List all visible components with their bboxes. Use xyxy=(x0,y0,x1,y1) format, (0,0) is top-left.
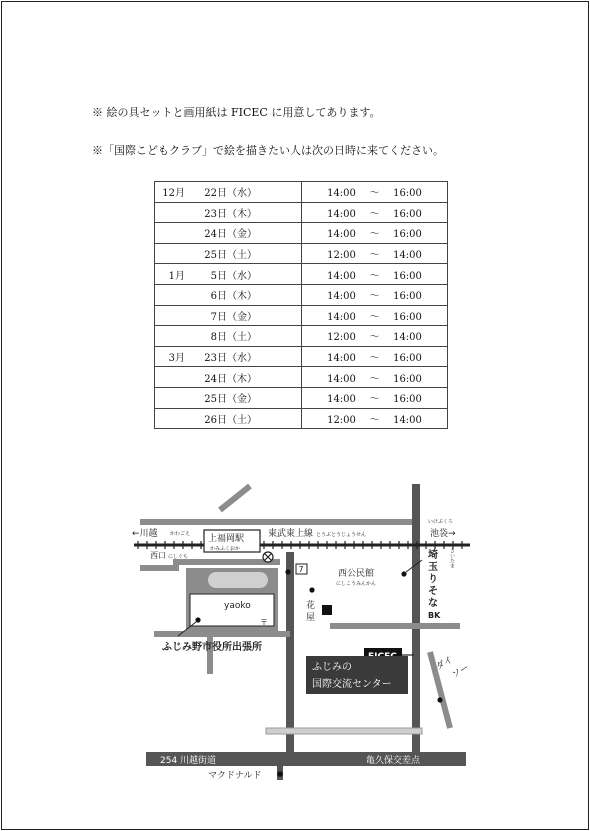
schedule-sep: 〜 xyxy=(369,332,380,344)
west-exit-label: 西口 xyxy=(150,551,166,560)
road-diagonal-north xyxy=(220,486,250,510)
schedule-sep: 〜 xyxy=(369,270,380,282)
schedule-row xyxy=(155,264,448,285)
schedule-date xyxy=(155,387,302,408)
schedule-sep: 〜 xyxy=(369,291,380,303)
svg-text:そ: そ xyxy=(428,586,438,597)
schedule-date xyxy=(155,264,302,285)
west-exit-ruby: にしぐち xyxy=(168,554,189,560)
schedule-date xyxy=(155,223,302,244)
schedule-start: 14:00 xyxy=(327,188,356,200)
svg-text:ソー: ソー xyxy=(450,662,472,681)
schedule-weekday: （木） xyxy=(227,291,257,303)
schedule-weekday: （木） xyxy=(227,208,257,220)
schedule-date xyxy=(155,202,302,223)
tobu-line-ruby: とうぶとうじょうせん xyxy=(316,532,367,538)
schedule-end: 16:00 xyxy=(393,229,422,241)
schedule-row xyxy=(155,284,448,305)
schedule-weekday: （金） xyxy=(227,229,257,241)
schedule-date xyxy=(155,346,302,367)
hanaya-char-1: 花 xyxy=(306,601,316,611)
schedule-month: 12月 xyxy=(162,188,185,200)
schedule-start: 14:00 xyxy=(327,229,356,241)
svg-text:BK: BK xyxy=(428,611,441,620)
schedule-time xyxy=(302,408,448,429)
note-supplies: ※ 絵の具セットと画用紙は FICEC に用意してあります。 xyxy=(92,106,381,119)
nishi-kominkan-label: 西公民館 xyxy=(338,569,375,579)
schedule-sep: 〜 xyxy=(369,311,380,323)
schedule-weekday: （土） xyxy=(227,414,257,426)
schedule-day: 6日 xyxy=(210,291,227,303)
schedule-date xyxy=(155,408,302,429)
schedule-day: 26日 xyxy=(204,414,227,426)
schedule-time xyxy=(302,326,448,347)
schedule-time xyxy=(302,264,448,285)
svg-text:7: 7 xyxy=(298,565,304,574)
schedule-sep: 〜 xyxy=(369,353,380,365)
schedule-start: 14:00 xyxy=(327,311,356,323)
schedule-weekday: （金） xyxy=(227,311,257,323)
saitama-bank-dot xyxy=(401,571,406,576)
center-line2: 国際交流センター xyxy=(312,679,392,690)
svg-text:な: な xyxy=(428,598,438,609)
schedule-weekday: （木） xyxy=(227,373,257,385)
kamekubo-label: 亀久保交差点 xyxy=(366,756,421,766)
schedule-row xyxy=(155,367,448,388)
nishi-kominkan-ruby: にしこうみんかん xyxy=(336,581,377,587)
schedule-end: 14:00 xyxy=(393,414,422,426)
schedule-date xyxy=(155,284,302,305)
schedule-start: 12:00 xyxy=(327,250,356,262)
road-west-loop xyxy=(140,562,280,568)
schedule-weekday: （水） xyxy=(227,353,257,365)
schedule-end: 16:00 xyxy=(393,373,422,385)
yaoko-parking xyxy=(208,572,268,588)
schedule-row xyxy=(155,182,448,203)
hanaya-dot xyxy=(309,587,314,592)
schedule-date xyxy=(155,305,302,326)
mcdonalds-dot xyxy=(277,771,283,777)
schedule-end: 16:00 xyxy=(393,311,422,323)
hanaya-char-2: 屋 xyxy=(306,613,316,623)
schedule-weekday: （土） xyxy=(227,332,257,344)
schedule-day: 7日 xyxy=(210,311,227,323)
svg-text:ダイ: ダイ xyxy=(434,655,455,673)
schedule-time xyxy=(302,305,448,326)
schedule-weekday: （土） xyxy=(227,250,257,262)
access-map xyxy=(130,482,476,782)
schedule-end: 14:00 xyxy=(393,332,422,344)
schedule-end: 16:00 xyxy=(393,270,422,282)
schedule-sep: 〜 xyxy=(369,229,380,241)
schedule-day: 22日 xyxy=(204,188,227,200)
schedule-start: 14:00 xyxy=(327,208,356,220)
schedule-weekday: （水） xyxy=(227,270,257,282)
city-office-label: ふじみ野市役所出張所 xyxy=(162,642,262,653)
to-ikebukuro-ruby: いけぶくろ xyxy=(428,519,454,525)
schedule-weekday: （金） xyxy=(227,394,257,406)
schedule-row xyxy=(155,387,448,408)
city-office-dot xyxy=(195,617,200,622)
schedule-time xyxy=(302,223,448,244)
schedule-sep: 〜 xyxy=(369,414,380,426)
schedule-start: 14:00 xyxy=(327,270,356,282)
seven-eleven-icon xyxy=(296,564,307,574)
schedule-time xyxy=(302,182,448,203)
schedule-start: 14:00 xyxy=(327,291,356,303)
schedule-day: 25日 xyxy=(204,250,227,262)
schedule-end: 16:00 xyxy=(393,188,422,200)
schedule-start: 14:00 xyxy=(327,394,356,406)
schedule-start: 14:00 xyxy=(327,373,356,385)
station-ruby: かみふくおか xyxy=(210,546,241,552)
road-south-light xyxy=(266,728,422,734)
svg-text:玉: 玉 xyxy=(428,562,438,573)
center-line1: ふじみの xyxy=(312,662,352,673)
tobu-line-label: 東武東上線 xyxy=(268,529,314,539)
schedule-date xyxy=(155,367,302,388)
seven-eleven-dot xyxy=(285,569,290,574)
route-254-label: 254 川越街道 xyxy=(160,756,217,766)
schedule-start: 14:00 xyxy=(327,353,356,365)
svg-text:埼: 埼 xyxy=(428,550,438,561)
schedule-sep: 〜 xyxy=(369,250,380,262)
saitama-ruby: さいたま xyxy=(449,548,455,568)
schedule-month: 1月 xyxy=(168,270,185,282)
schedule-time xyxy=(302,387,448,408)
saitama-bank-label xyxy=(428,548,441,620)
schedule-row xyxy=(155,223,448,244)
schedule-day: 25日 xyxy=(204,394,227,406)
schedule-row xyxy=(155,243,448,264)
schedule-day: 8日 xyxy=(210,332,227,344)
mcdonalds-label: マクドナルド xyxy=(208,771,262,781)
yaoko-label: yaoko xyxy=(224,601,251,611)
schedule-end: 16:00 xyxy=(393,394,422,406)
schedule-start: 12:00 xyxy=(327,414,356,426)
schedule-end: 16:00 xyxy=(393,291,422,303)
schedule-row xyxy=(155,305,448,326)
schedule-day: 23日 xyxy=(204,353,227,365)
nishi-kominkan-marker xyxy=(322,605,332,615)
schedule-row xyxy=(155,408,448,429)
koban-icon xyxy=(263,552,273,562)
schedule-day: 23日 xyxy=(204,208,227,220)
schedule-row xyxy=(155,202,448,223)
schedule-day: 24日 xyxy=(204,229,227,241)
svg-text:り: り xyxy=(428,574,438,585)
post-office-icon: 〒 xyxy=(260,618,268,627)
to-kawagoe-ruby: かわごえ xyxy=(170,531,191,537)
note-club-schedule: ※「国際こどもクラブ」で絵を描きたい人は次の日時に来てください。 xyxy=(92,144,444,157)
schedule-sep: 〜 xyxy=(369,208,380,220)
schedule-row xyxy=(155,346,448,367)
schedule-date xyxy=(155,326,302,347)
schedule-time xyxy=(302,202,448,223)
schedule-end: 14:00 xyxy=(393,250,422,262)
schedule-time xyxy=(302,243,448,264)
schedule-row xyxy=(155,326,448,347)
schedule-time xyxy=(302,346,448,367)
schedule-day: 24日 xyxy=(204,373,227,385)
schedule-date xyxy=(155,243,302,264)
schedule-start: 12:00 xyxy=(327,332,356,344)
schedule-day: 5日 xyxy=(210,270,227,282)
schedule-end: 16:00 xyxy=(393,208,422,220)
schedule-date xyxy=(155,182,302,203)
schedule-month: 3月 xyxy=(168,353,185,365)
to-ikebukuro-label: 池袋→ xyxy=(430,529,456,539)
schedule-time xyxy=(302,284,448,305)
schedule-table xyxy=(154,181,448,429)
schedule-sep: 〜 xyxy=(369,373,380,385)
schedule-time xyxy=(302,367,448,388)
daiso-dot xyxy=(437,697,442,702)
station-label: 上福岡駅 xyxy=(208,534,245,544)
to-kawagoe-label: ←川越 xyxy=(132,529,158,539)
schedule-sep: 〜 xyxy=(369,188,380,200)
schedule-sep: 〜 xyxy=(369,394,380,406)
schedule-weekday: （水） xyxy=(227,188,257,200)
schedule-end: 16:00 xyxy=(393,353,422,365)
